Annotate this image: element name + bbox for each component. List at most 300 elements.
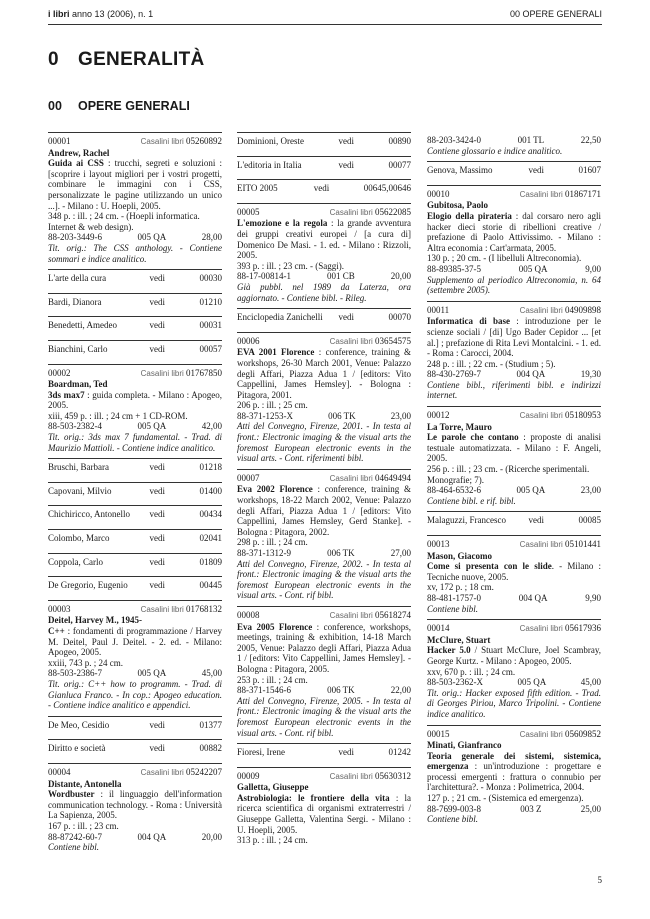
record-number: 00007 — [237, 472, 260, 483]
isbn-row — [48, 232, 222, 243]
section-title: GENERALITÀ — [78, 49, 205, 70]
xref-vedi: vedi — [528, 165, 544, 176]
classification: 005 QA — [137, 668, 167, 679]
cross-reference — [48, 293, 222, 317]
classification: 005 QA — [137, 232, 167, 243]
classification: 001 TL — [517, 135, 545, 145]
record-description — [427, 432, 601, 464]
xref-term: Fioresi, Irene — [237, 747, 285, 758]
record-physical: 298 p. : ill. ; 24 cm. — [237, 537, 308, 548]
record-physical: xxv, 670 p. : ill. ; 24 cm. — [427, 666, 516, 677]
record-note: Contiene bibl. — [427, 814, 478, 825]
cross-reference — [48, 340, 222, 364]
record-body: : la grande avventura dei gruppi creativi europei / [a cura di] Domenico De Masi. - 1. ed. - Milano : Rizzoli, 2005. — [237, 218, 412, 261]
price: 22,50 — [580, 135, 601, 145]
isbn: 88-481-1757-0 — [427, 592, 481, 603]
price: 23,00 — [390, 410, 411, 421]
xref-vedi: vedi — [149, 320, 165, 331]
xref-number: 00057 — [199, 343, 222, 354]
record-number: 00004 — [48, 766, 71, 777]
record-description — [237, 622, 411, 675]
record-author: Andrew, Rachel — [48, 147, 110, 158]
record-title: C++ — [48, 626, 65, 636]
record-body: : il linguaggio dell'information communication technology. - Roma : Università La Sapienza, 2005. — [48, 789, 222, 821]
record — [427, 301, 601, 406]
isbn: 88-17-00814-1 — [237, 271, 291, 282]
cross-reference — [427, 161, 601, 185]
record-note: Contiene bibl. e rif. bibl. — [427, 495, 516, 506]
price: 28,00 — [201, 232, 222, 243]
column-2 — [237, 132, 411, 851]
casalini-id: Casalini libri 05180953 — [519, 410, 601, 421]
record-body: : conference, training & workshops, 18-22 March 2002, Venue: Palazzo degli Affari, Piazza Adua 1 / [editors: Vito Cappellini, James Hemsley, Gerd Stanke]. - Bologna : Pitagora, 2002. — [237, 484, 411, 537]
record-description — [427, 751, 601, 793]
record-number: 00006 — [237, 335, 260, 346]
isbn-row — [237, 411, 411, 422]
record-description — [427, 645, 601, 666]
xref-number: 00085 — [578, 515, 601, 526]
record-body: : trucchi, segreti e soluzioni : [scoprire i layout migliori per i vostri progetti, combinare le immagini con i CSS, personalizzate le pagine utilizzando un unico ...]. - Milano : U. Hoepli, 2005. — [48, 158, 222, 211]
isbn-row — [237, 548, 411, 559]
xref-term: Chichiricco, Antonello — [48, 509, 130, 520]
price: 45,00 — [580, 677, 601, 688]
xref-number: 00030 — [199, 273, 222, 284]
cross-reference — [237, 132, 411, 156]
xref-number: 01218 — [199, 462, 222, 473]
xref-term: L'arte della cura — [48, 273, 107, 284]
record-number: 00002 — [48, 367, 71, 378]
record-title: Astrobiologia: le frontiere della vita — [237, 792, 390, 803]
record-author: McClure, Stuart — [427, 634, 491, 645]
classification: 006 TK — [327, 685, 355, 696]
xref-vedi: vedi — [149, 580, 165, 591]
record-number: 00013 — [427, 539, 450, 549]
record-title: EVA 2001 Florence — [237, 347, 315, 358]
journal-title: i libri — [48, 9, 70, 19]
record-body: : proposte di analisi testuale automatizzata. - Milano : F. Angeli, 2005. — [427, 432, 601, 464]
isbn: 88-503-2362-X — [427, 677, 483, 688]
record-description — [427, 316, 601, 358]
xref-vedi: vedi — [338, 136, 354, 146]
xref-term: Colombo, Marco — [48, 533, 110, 544]
record — [48, 364, 222, 459]
record-note: Contiene bibl., riferimenti bibl. e indirizzi internet. — [427, 379, 601, 401]
subsection-heading — [48, 99, 190, 113]
xref-term: Enciclopedia Zanichelli — [237, 312, 323, 323]
xref-number: 00031 — [199, 320, 222, 331]
isbn-row — [427, 677, 601, 688]
xref-vedi: vedi — [528, 515, 544, 526]
xref-number: 01400 — [199, 485, 222, 496]
xref-term: Malaguzzi, Francesco — [427, 515, 506, 526]
record-title: Le parole che contano — [427, 432, 519, 443]
record-header — [427, 305, 601, 317]
running-header — [48, 9, 602, 23]
classification: 004 QA — [137, 831, 167, 842]
record-author: Gubitosa, Paolo — [427, 200, 489, 211]
record-number: 00003 — [48, 603, 71, 614]
record-description — [237, 484, 411, 537]
cross-reference — [237, 743, 411, 767]
xref-vedi: vedi — [149, 273, 165, 284]
record-physical: 130 p. ; 20 cm. - (I libelluli Altreconomia). — [427, 253, 582, 264]
casalini-number: 05101441 — [565, 539, 601, 549]
record — [237, 203, 411, 308]
xref-term: Capovani, Milvio — [48, 485, 112, 496]
casalini-id: Casalini libri 01768132 — [140, 603, 222, 614]
xref-number: 00890 — [388, 136, 411, 146]
record-physical: xxiii, 743 p. ; 24 cm. — [48, 657, 123, 668]
price: 19,30 — [580, 369, 601, 380]
xref-vedi: vedi — [149, 343, 165, 354]
record-author: Galletta, Giuseppe — [237, 782, 309, 793]
record-note: Atti del Convegno, Firenze, 2001. - In testa al front.: Electronic imaging & the visual arts the foremost European electronic events in the visual arts. - Cont. riferimenti bibl. — [237, 421, 411, 464]
isbn: 88-203-3424-0 — [427, 135, 481, 145]
record-note: Contiene bibl. — [427, 603, 478, 614]
record-body: . - Milano : Tecniche nuove, 2005. — [427, 561, 601, 582]
page-number: 5 — [597, 875, 602, 885]
isbn-row — [237, 271, 411, 282]
isbn-row — [427, 593, 601, 604]
record-physical: xiii, 459 p. : ill. ; 24 cm + 1 CD-ROM. — [48, 410, 188, 421]
xref-term: Bardi, Dianora — [48, 296, 102, 307]
price: 9,90 — [585, 592, 601, 603]
record-description — [237, 793, 411, 835]
record-note: Tit. orig.: C++ how to programm. - Trad. di Gianluca Franco. - In cop.: Apogeo education. - Contiene indice analitico e appendici. — [48, 678, 222, 711]
xref-vedi: vedi — [149, 743, 165, 754]
price: 27,00 — [390, 548, 411, 558]
price: 22,00 — [390, 685, 411, 696]
cross-reference — [48, 482, 222, 506]
record-number: 00011 — [427, 304, 450, 315]
record-continuation — [427, 132, 601, 161]
record-number: 00012 — [427, 410, 450, 421]
casalini-id: Casalini libri 03654575 — [329, 335, 411, 346]
classification: 003 Z — [520, 803, 542, 814]
record-title: Teoria generale dei sistemi, sistemica, emergenza — [427, 750, 601, 772]
xref-number: 00445 — [199, 580, 222, 591]
isbn: 88-87242-60-7 — [48, 831, 102, 842]
record-body: : conference, workshops, meetings, training & exhibition, 14-18 March 2005, Venue: Palazzo degli Affari, Piazza Adua 1 / [editors: Vito Cappellini, James Hemsley]. - Bologna : Pitagora, 2005. — [237, 621, 411, 674]
header-rule — [48, 24, 602, 25]
xref-vedi: vedi — [149, 556, 165, 567]
isbn-row — [237, 685, 411, 696]
record-note: Atti del Convegno, Firenze, 2002. - In testa al front.: Electronic imaging & the visual arts the foremost European electronic events in the visual arts. - Cont. rif bibl. — [237, 558, 411, 601]
cross-reference — [48, 458, 222, 482]
cross-reference — [48, 316, 222, 340]
record-body: : la ricerca scientifica di organismi extraterrestri / Giuseppe Galletta, Valentina Sergi. - Milano : U. Hoepli, 2005. — [237, 792, 412, 835]
record-body: : guida completa. - Milano : Apogeo, 2005. — [48, 389, 222, 411]
journal-issue: anno 13 (2006), n. 1 — [72, 9, 154, 19]
price: 25,00 — [580, 803, 601, 814]
record-description — [48, 390, 222, 411]
classification: 006 TK — [328, 410, 356, 421]
record-author: La Torre, Mauro — [427, 421, 492, 432]
isbn-row — [427, 369, 601, 380]
xref-term: EITO 2005 — [237, 183, 278, 194]
record-author: Distante, Antonella — [48, 778, 122, 789]
price: 20,00 — [390, 271, 411, 282]
record-body: : dal corsaro nero agli hacker dieci storie di ribellioni creative / prefazione di Paolo Attivissimo. - Milano : Altra economia : Cart'armata, 2005. — [427, 210, 601, 253]
record-body: : conference, training & workshops, 26-30 March 2001, Venue: Palazzo degli Affari, Piazza Adua 1 / [editors: Vito Cappellini, James Hemsley]. - Bologna : Pitagora, 2001. — [237, 347, 411, 400]
classification: 006 TK — [327, 548, 355, 558]
xref-term: Dominioni, Oreste — [237, 136, 304, 146]
xref-number: 00077 — [388, 159, 411, 170]
price: 23,00 — [580, 485, 601, 496]
cross-reference — [427, 511, 601, 535]
subsection-number: 00 — [48, 99, 62, 113]
record-author: Mason, Giacomo — [427, 550, 492, 561]
isbn-row — [427, 485, 601, 496]
classification: 001 CB — [326, 271, 355, 282]
isbn: 88-7699-003-8 — [427, 803, 481, 814]
record-title: Eva 2005 Florence — [237, 621, 313, 632]
record — [237, 606, 411, 743]
casalini-number: 05180953 — [565, 410, 601, 421]
record-author: Minati, Gianfranco — [427, 740, 502, 751]
record-body: : fondamenti di programmazione / Harvey M. Deitel, Paul J. Deitel. - 2. ed. - Milano: Apogeo, 2005. — [48, 626, 222, 658]
casalini-number: 05618274 — [375, 609, 411, 620]
record-physical: 313 p. : ill. ; 24 cm. — [237, 835, 308, 846]
record-header — [237, 771, 411, 783]
record-title: Wordbuster — [48, 789, 95, 800]
cross-reference — [237, 179, 411, 203]
cross-reference — [48, 739, 222, 763]
record-note: Tit. orig.: Hacker exposed fifth edition. - Trad. di Georges Piriou, Marco Tripolini. - Contiene indice analitico. — [427, 687, 601, 719]
record-description — [48, 626, 222, 658]
isbn-row — [48, 421, 222, 432]
isbn-row — [427, 135, 601, 146]
casalini-id: Casalini libri 05609852 — [519, 728, 601, 739]
journal-info — [48, 9, 153, 19]
record-header — [48, 136, 222, 148]
casalini-id: Casalini libri 05242207 — [140, 766, 222, 777]
isbn: 88-203-3449-6 — [48, 232, 102, 243]
record-header — [48, 368, 222, 380]
record-physical: 256 p. : ill. ; 23 cm. - (Ricerche sperimentali. Monografie; 7). — [427, 464, 590, 485]
record — [48, 763, 222, 858]
record — [427, 535, 601, 619]
xref-number: 01377 — [199, 719, 222, 730]
record — [237, 469, 411, 606]
record-title: L'emozione e la regola — [237, 218, 328, 229]
casalini-number: 01767850 — [186, 367, 222, 378]
isbn: 88-371-1253-X — [237, 410, 293, 421]
record-note: Tit. orig.: 3ds max 7 fundamental. - Trad. di Maurizio Mattioli. - Contiene indice analitico. — [48, 432, 222, 453]
record — [427, 185, 601, 301]
record-description — [237, 347, 411, 400]
record-note: Supplemento al periodico Altreconomia, n. 64 (settembre 2005). — [427, 274, 601, 296]
record-author: Deitel, Harvey M., 1945- — [48, 615, 142, 626]
classification: 005 QA — [518, 263, 548, 274]
record-title: Hacker 5.0 — [427, 645, 471, 656]
subsection-title: OPERE GENERALI — [78, 99, 190, 113]
record-number: 00014 — [427, 623, 450, 634]
record-header — [427, 623, 601, 635]
casalini-id: Casalini libri 05618274 — [329, 609, 411, 620]
classification: 004 QA — [518, 592, 548, 603]
xref-vedi: vedi — [149, 509, 165, 520]
casalini-id: Casalini libri 01867171 — [519, 188, 601, 199]
record-header — [237, 207, 411, 219]
record-title: Elogio della pirateria — [427, 210, 512, 221]
xref-number: 01210 — [199, 296, 222, 307]
cross-reference — [48, 529, 222, 553]
xref-vedi: vedi — [338, 159, 354, 170]
xref-vedi: vedi — [338, 747, 354, 758]
xref-number: 00070 — [388, 312, 411, 323]
record-body: : un'introduzione : progettare e processi emergenti : frattura o connubio per l'architettura?. - Monza : Polimetrica, 2004. — [427, 761, 601, 793]
xref-term: L'editoria in Italia — [237, 159, 302, 170]
record — [427, 619, 601, 724]
casalini-number: 05622085 — [375, 206, 411, 217]
record-header — [427, 410, 601, 422]
record-body: : introduzione per le scienze sociali / [di] Ugo Bader Cepidor ... [et al.] ; prefazione di Rita Levi Montalcini. - 1. ed. - Roma : Carocci, 2004. — [427, 316, 602, 359]
isbn: 88-371-1312-9 — [237, 548, 291, 558]
casalini-number: 05609852 — [565, 728, 601, 739]
record — [48, 600, 222, 716]
record — [427, 406, 601, 511]
xref-vedi: vedi — [338, 312, 354, 323]
classification: 005 QA — [517, 677, 547, 688]
xref-term: De Meo, Cesidio — [48, 719, 110, 730]
record-physical: 206 p. : ill. ; 25 cm. — [237, 400, 308, 411]
record-title: Informatica di base — [427, 316, 511, 327]
record-note: Contiene bibl. — [48, 842, 99, 853]
casalini-id: Casalini libri 04909898 — [519, 304, 601, 315]
column-1 — [48, 132, 222, 858]
record — [48, 132, 222, 269]
xref-term: Bianchini, Carlo — [48, 343, 108, 354]
record-title: Eva 2002 Florence — [237, 484, 313, 495]
classification: 004 QA — [516, 369, 546, 380]
record-header — [237, 473, 411, 485]
isbn: 88-371-1546-6 — [237, 685, 291, 696]
record-description — [48, 158, 222, 211]
record-note: Già pubbl. nel 1989 da Laterza, ora aggiornato. - Contiene bibl. - Rileg. — [237, 281, 411, 303]
casalini-id: Casalini libri 05617936 — [519, 623, 601, 634]
record-author: Boardman, Ted — [48, 379, 108, 390]
record-physical: 167 p. : ill. ; 23 cm. — [48, 820, 119, 831]
xref-term: Diritto e società — [48, 743, 106, 754]
casalini-number: 05617936 — [565, 623, 601, 634]
record-title: 3ds max7 — [48, 389, 85, 400]
xref-vedi: vedi — [149, 485, 165, 496]
isbn-row — [427, 804, 601, 815]
xref-number: 01607 — [578, 165, 601, 176]
record-title: Come si presenta con le slide — [427, 561, 552, 572]
record-description — [48, 789, 222, 821]
cross-reference — [48, 576, 222, 600]
isbn-row — [48, 668, 222, 679]
record-physical: 248 p. : ill. ; 22 cm. - (Studium ; 5). — [427, 358, 556, 369]
classification: 005 QA — [137, 421, 167, 432]
record-header — [427, 539, 601, 551]
casalini-number: 04909898 — [565, 304, 601, 315]
isbn: 88-89385-37-5 — [427, 263, 481, 274]
record-description — [427, 211, 601, 253]
section-heading — [48, 49, 205, 71]
price: 20,00 — [201, 831, 222, 842]
xref-vedi: vedi — [313, 183, 330, 194]
casalini-number: 05260892 — [186, 136, 222, 146]
xref-vedi: vedi — [149, 533, 165, 544]
column-3 — [427, 132, 601, 830]
record-body: / Stuart McClure, Joel Scambray, George Kurtz. - Milano : Apogeo, 2005. — [427, 645, 602, 666]
record-note: Tit. orig.: The CSS anthology. - Contiene sommari e indice analitico. — [48, 242, 222, 264]
price: 45,00 — [201, 668, 222, 679]
xref-term: Genova, Massimo — [427, 165, 493, 176]
record — [237, 767, 411, 851]
xref-term: Coppola, Carlo — [48, 556, 103, 567]
isbn: 88-430-2769-7 — [427, 369, 481, 380]
casalini-id: Casalini libri 01767850 — [140, 367, 222, 378]
xref-number: 01242 — [388, 747, 411, 758]
xref-number: 00645,00646 — [363, 183, 411, 194]
record-number: 00001 — [48, 136, 71, 146]
section-number: 0 — [48, 49, 59, 70]
xref-vedi: vedi — [149, 296, 165, 307]
record-number: 00005 — [237, 206, 260, 217]
cross-reference — [48, 505, 222, 529]
record-header — [48, 604, 222, 616]
xref-number: 01809 — [199, 556, 222, 567]
record-header — [237, 610, 411, 622]
casalini-id: Casalini libri 05622085 — [329, 206, 411, 217]
cross-reference — [237, 156, 411, 180]
record-description — [237, 218, 411, 260]
record-physical: 127 p. ; 21 cm. - (Sistemica ed emergenza). — [427, 793, 584, 804]
record-number: 00010 — [427, 188, 450, 199]
casalini-id: Casalini libri 05260892 — [140, 136, 222, 146]
casalini-number: 05630312 — [375, 770, 411, 781]
record — [237, 332, 411, 469]
price: 42,00 — [201, 421, 222, 432]
xref-number: 02041 — [199, 533, 222, 544]
isbn: 88-464-6532-6 — [427, 485, 481, 496]
cross-reference — [237, 308, 411, 332]
record-header — [427, 729, 601, 741]
isbn: 88-503-2382-4 — [48, 421, 102, 432]
record-note: Contiene glossario e indice analitico. — [427, 145, 563, 156]
record-header — [427, 189, 601, 201]
xref-term: Bruschi, Barbara — [48, 462, 109, 473]
xref-number: 00882 — [199, 743, 222, 754]
record-number: 00008 — [237, 609, 260, 620]
record-physical: xv, 172 p. ; 18 cm. — [427, 582, 494, 593]
record-number: 00015 — [427, 728, 450, 739]
xref-term: De Gregorio, Eugenio — [48, 580, 128, 591]
record-note: Atti del Convegno, Firenze, 2005. - In testa al front.: Electronic imaging & the visual arts the foremost European electronic events in the visual arts. - Cont. rif bibl. — [237, 695, 411, 738]
casalini-number: 01768132 — [186, 603, 222, 614]
record-physical: 348 p. : ill. ; 24 cm. - (Hoepli informatica. Internet & web design). — [48, 211, 200, 232]
record-physical: 393 p. : ill. ; 23 cm. - (Saggi). — [237, 260, 344, 271]
cross-reference — [48, 553, 222, 577]
price: 9,00 — [585, 263, 601, 274]
isbn: 88-503-2386-7 — [48, 668, 102, 679]
xref-vedi: vedi — [149, 719, 165, 730]
record-header — [237, 336, 411, 348]
record-description — [427, 561, 601, 582]
casalini-id: Casalini libri 04649494 — [329, 472, 411, 483]
cross-reference — [48, 269, 222, 293]
xref-term: Benedetti, Amedeo — [48, 320, 117, 331]
record-number: 00009 — [237, 770, 260, 781]
record-title: Guida ai CSS — [48, 158, 104, 169]
casalini-number: 04649494 — [375, 472, 411, 483]
record — [427, 725, 601, 830]
xref-number: 00434 — [199, 509, 222, 520]
